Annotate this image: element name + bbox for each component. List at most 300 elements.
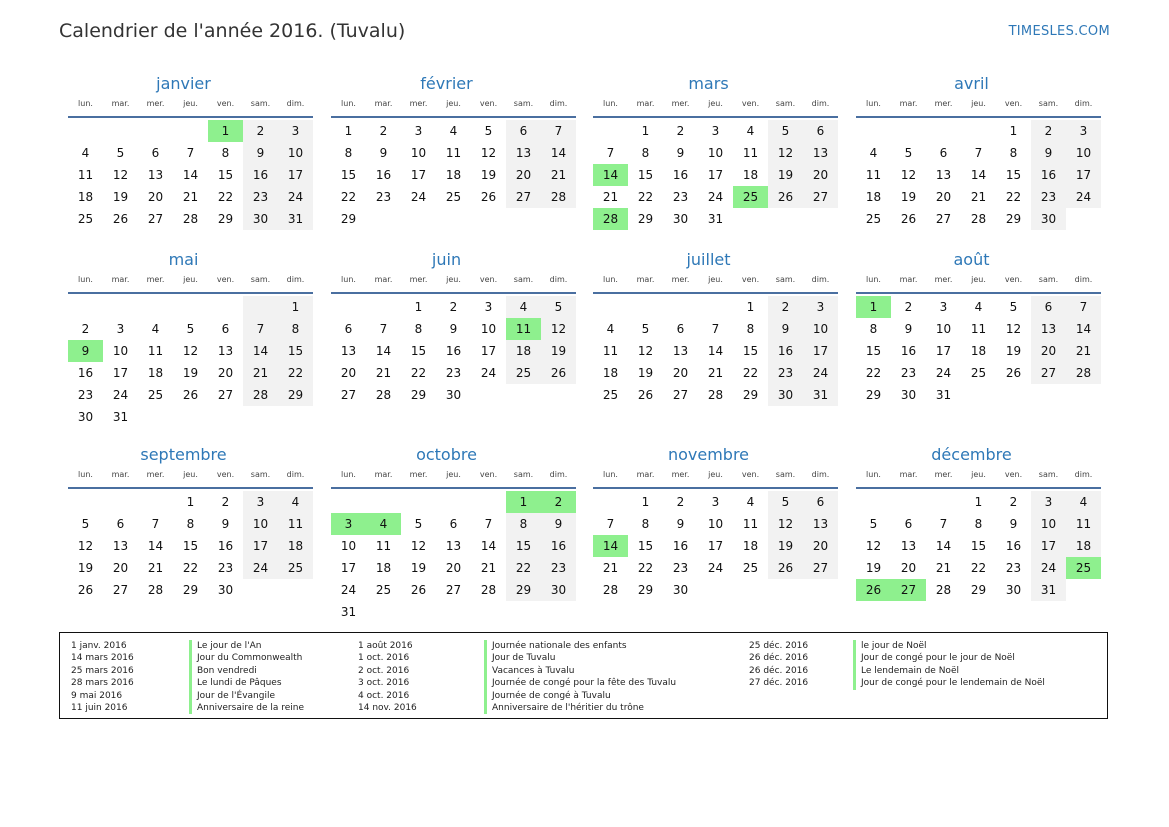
day-cell: 24 bbox=[707, 561, 724, 575]
weekday-label: mer. bbox=[934, 99, 953, 108]
day-cell: 25 bbox=[602, 388, 619, 402]
week-row bbox=[856, 513, 1101, 535]
day-cell: 4 bbox=[151, 322, 160, 336]
day-cell: 24 bbox=[480, 366, 497, 380]
legend-item bbox=[71, 677, 304, 689]
weekday-label: lun. bbox=[603, 275, 618, 284]
day-cell: 7 bbox=[243, 318, 278, 340]
legend-item bbox=[749, 665, 1045, 677]
month-name: mars bbox=[688, 74, 729, 93]
day-cell: 5 bbox=[116, 146, 125, 160]
day-cell: 4 bbox=[606, 322, 615, 336]
day-cell: 5 bbox=[768, 491, 803, 513]
week-row bbox=[856, 120, 1101, 142]
weekday-label: jeu. bbox=[708, 99, 723, 108]
day-cell: 22 bbox=[742, 366, 759, 380]
week-row bbox=[331, 186, 576, 208]
weekday-label: dim. bbox=[811, 470, 830, 479]
day-cell: 6 bbox=[221, 322, 230, 336]
day-cell: 19 bbox=[1005, 344, 1022, 358]
day-cell: 5 bbox=[904, 146, 913, 160]
empty-cell bbox=[593, 296, 628, 318]
holiday-date: 3 oct. 2016 bbox=[358, 678, 410, 689]
day-cell: 25 bbox=[278, 557, 313, 579]
day-cell: 24 bbox=[278, 186, 313, 208]
week-row bbox=[593, 296, 838, 318]
holiday-date: 1 août 2016 bbox=[358, 641, 413, 651]
month-name: mai bbox=[168, 250, 199, 269]
week-row bbox=[331, 208, 576, 230]
day-cell: 21 bbox=[541, 164, 576, 186]
day-cell: 17 bbox=[243, 535, 278, 557]
week-row bbox=[593, 362, 838, 384]
weekday-label: dim. bbox=[549, 275, 568, 284]
day-cell: 2 bbox=[676, 495, 685, 509]
empty-cell bbox=[1031, 384, 1066, 406]
weekday-label: ven. bbox=[479, 470, 498, 479]
week-row bbox=[593, 384, 838, 406]
weekday-label: ven. bbox=[741, 99, 760, 108]
week-row bbox=[593, 535, 838, 557]
empty-cell bbox=[803, 208, 838, 230]
weekday-label: dim. bbox=[1074, 99, 1093, 108]
legend-item bbox=[71, 665, 304, 677]
month-10 bbox=[593, 445, 838, 601]
day-cell: 24 bbox=[935, 366, 952, 380]
day-cell: 31 bbox=[340, 605, 357, 619]
week-row bbox=[856, 164, 1101, 186]
weekday-label: mar. bbox=[636, 99, 655, 108]
day-cell: 9 bbox=[68, 340, 103, 362]
legend-column bbox=[71, 640, 304, 714]
week-row bbox=[593, 164, 838, 186]
week-row bbox=[331, 362, 576, 384]
day-cell: 30 bbox=[445, 388, 462, 402]
day-cell: 21 bbox=[147, 561, 164, 575]
day-cell: 6 bbox=[449, 517, 458, 531]
day-cell: 1 bbox=[641, 124, 650, 138]
page-title: Calendrier de l'année 2016. (Tuvalu) bbox=[59, 20, 406, 42]
day-cell: 17 bbox=[707, 168, 724, 182]
empty-cell bbox=[103, 120, 138, 142]
day-cell: 3 bbox=[278, 120, 313, 142]
week-row bbox=[68, 491, 313, 513]
header-divider bbox=[331, 487, 576, 489]
day-cell: 27 bbox=[506, 186, 541, 208]
day-cell: 31 bbox=[803, 384, 838, 406]
legend-item bbox=[749, 640, 1045, 652]
day-cell: 1 bbox=[208, 120, 243, 142]
day-cell: 15 bbox=[1005, 168, 1022, 182]
day-cell: 13 bbox=[803, 142, 838, 164]
day-cell: 10 bbox=[935, 322, 952, 336]
day-cell: 20 bbox=[672, 366, 689, 380]
month-8 bbox=[68, 445, 313, 601]
empty-cell bbox=[436, 208, 471, 230]
day-cell: 20 bbox=[217, 366, 234, 380]
day-cell: 16 bbox=[375, 168, 392, 182]
day-cell: 13 bbox=[803, 513, 838, 535]
holiday-name: Jour du Commonwealth bbox=[189, 652, 302, 664]
empty-cell bbox=[243, 579, 278, 601]
weekday-label: mer. bbox=[671, 470, 690, 479]
weekday-label: lun. bbox=[341, 275, 356, 284]
day-cell: 28 bbox=[541, 186, 576, 208]
day-cell: 3 bbox=[711, 495, 720, 509]
weekday-label: sam. bbox=[1038, 275, 1059, 284]
day-cell: 1 bbox=[856, 296, 891, 318]
holiday-date: 9 mai 2016 bbox=[71, 690, 123, 701]
day-cell: 10 bbox=[1066, 142, 1101, 164]
week-row bbox=[68, 186, 313, 208]
day-cell: 19 bbox=[112, 190, 129, 204]
empty-cell bbox=[401, 601, 436, 623]
day-cell: 24 bbox=[243, 557, 278, 579]
weekday-label: ven. bbox=[741, 275, 760, 284]
day-cell: 15 bbox=[278, 340, 313, 362]
day-cell: 30 bbox=[672, 212, 689, 226]
day-cell: 31 bbox=[278, 208, 313, 230]
weekday-header bbox=[331, 100, 576, 114]
empty-cell bbox=[803, 579, 838, 601]
empty-cell bbox=[103, 296, 138, 318]
empty-cell bbox=[891, 120, 926, 142]
holiday-name: Jour de Tuvalu bbox=[484, 652, 555, 664]
weekday-label: lun. bbox=[603, 99, 618, 108]
day-cell: 20 bbox=[935, 190, 952, 204]
week-row bbox=[856, 142, 1101, 164]
day-cell: 8 bbox=[278, 318, 313, 340]
day-cell: 30 bbox=[217, 583, 234, 597]
day-cell: 27 bbox=[891, 579, 926, 601]
week-row bbox=[856, 296, 1101, 318]
day-cell: 7 bbox=[606, 517, 615, 531]
holiday-name: Jour de l'Évangile bbox=[189, 690, 275, 702]
day-cell: 30 bbox=[77, 410, 94, 424]
holiday-name: Le lendemain de Noël bbox=[853, 665, 959, 677]
day-cell: 13 bbox=[672, 344, 689, 358]
empty-cell bbox=[278, 579, 313, 601]
day-cell: 30 bbox=[672, 583, 689, 597]
day-cell: 9 bbox=[1031, 142, 1066, 164]
day-cell: 25 bbox=[77, 212, 94, 226]
day-cell: 4 bbox=[81, 146, 90, 160]
week-row bbox=[856, 362, 1101, 384]
empty-cell bbox=[593, 120, 628, 142]
empty-cell bbox=[926, 491, 961, 513]
month-4 bbox=[68, 250, 313, 428]
day-cell: 22 bbox=[217, 190, 234, 204]
weekday-label: ven. bbox=[1004, 470, 1023, 479]
empty-cell bbox=[68, 296, 103, 318]
day-cell: 10 bbox=[410, 146, 427, 160]
day-cell: 24 bbox=[707, 190, 724, 204]
day-cell: 6 bbox=[803, 120, 838, 142]
holiday-name: Journée de congé à Tuvalu bbox=[484, 690, 611, 702]
day-cell: 10 bbox=[707, 517, 724, 531]
day-cell: 6 bbox=[904, 517, 913, 531]
month-name: janvier bbox=[156, 74, 211, 93]
day-cell: 9 bbox=[541, 513, 576, 535]
day-cell: 11 bbox=[375, 539, 392, 553]
day-cell: 11 bbox=[602, 344, 619, 358]
week-row bbox=[856, 340, 1101, 362]
day-cell: 17 bbox=[278, 164, 313, 186]
weekday-label: jeu. bbox=[183, 275, 198, 284]
weekday-label: mer. bbox=[409, 275, 428, 284]
day-cell: 26 bbox=[768, 186, 803, 208]
holiday-name: Journée nationale des enfants bbox=[484, 640, 627, 652]
legend-item bbox=[358, 652, 676, 664]
day-cell: 1 bbox=[186, 495, 195, 509]
empty-cell bbox=[138, 406, 173, 428]
week-row bbox=[331, 120, 576, 142]
day-cell: 8 bbox=[641, 517, 650, 531]
legend-item bbox=[358, 702, 676, 714]
week-row bbox=[68, 362, 313, 384]
day-cell: 24 bbox=[340, 583, 357, 597]
day-cell: 23 bbox=[375, 190, 392, 204]
day-cell: 14 bbox=[182, 168, 199, 182]
day-cell: 29 bbox=[278, 384, 313, 406]
day-cell: 23 bbox=[77, 388, 94, 402]
holiday-date: 26 déc. 2016 bbox=[749, 653, 809, 664]
day-cell: 16 bbox=[768, 340, 803, 362]
day-cell: 15 bbox=[970, 539, 987, 553]
day-cell: 19 bbox=[182, 366, 199, 380]
weekday-label: lun. bbox=[866, 470, 881, 479]
holiday-name: Le lundi de Pâques bbox=[189, 677, 282, 689]
weekday-label: sam. bbox=[775, 275, 796, 284]
day-cell: 20 bbox=[340, 366, 357, 380]
day-cell: 26 bbox=[637, 388, 654, 402]
weekday-label: mer. bbox=[934, 470, 953, 479]
weekday-label: sam. bbox=[775, 470, 796, 479]
day-cell: 7 bbox=[606, 146, 615, 160]
day-cell: 11 bbox=[506, 318, 541, 340]
weekday-header bbox=[68, 471, 313, 485]
week-row bbox=[593, 186, 838, 208]
day-cell: 13 bbox=[147, 168, 164, 182]
day-cell: 7 bbox=[711, 322, 720, 336]
weekday-header bbox=[331, 471, 576, 485]
empty-cell bbox=[173, 296, 208, 318]
day-cell: 21 bbox=[707, 366, 724, 380]
month-name: juillet bbox=[686, 250, 731, 269]
day-cell: 12 bbox=[1005, 322, 1022, 336]
day-cell: 22 bbox=[637, 561, 654, 575]
day-cell: 25 bbox=[506, 362, 541, 384]
week-row bbox=[331, 142, 576, 164]
day-cell: 12 bbox=[768, 513, 803, 535]
month-3 bbox=[856, 74, 1101, 230]
day-cell: 17 bbox=[935, 344, 952, 358]
week-row bbox=[856, 186, 1101, 208]
weekday-label: lun. bbox=[866, 275, 881, 284]
day-cell: 16 bbox=[541, 535, 576, 557]
day-cell: 2 bbox=[676, 124, 685, 138]
day-cell: 13 bbox=[445, 539, 462, 553]
day-cell: 29 bbox=[1005, 212, 1022, 226]
day-cell: 21 bbox=[970, 190, 987, 204]
weekday-label: mer. bbox=[671, 99, 690, 108]
day-cell: 9 bbox=[904, 322, 913, 336]
weekday-label: sam. bbox=[775, 99, 796, 108]
day-cell: 10 bbox=[803, 318, 838, 340]
weekday-label: jeu. bbox=[971, 99, 986, 108]
empty-cell bbox=[471, 491, 506, 513]
day-cell: 2 bbox=[243, 120, 278, 142]
weekday-label: mar. bbox=[111, 470, 130, 479]
day-cell: 1 bbox=[974, 495, 983, 509]
week-row bbox=[856, 557, 1101, 579]
day-cell: 18 bbox=[375, 561, 392, 575]
day-cell: 15 bbox=[637, 539, 654, 553]
holiday-date: 26 déc. 2016 bbox=[749, 665, 809, 676]
day-cell: 17 bbox=[1066, 164, 1101, 186]
day-cell: 2 bbox=[1009, 495, 1018, 509]
day-cell: 30 bbox=[541, 579, 576, 601]
day-cell: 6 bbox=[116, 517, 125, 531]
day-cell: 27 bbox=[672, 388, 689, 402]
day-cell: 12 bbox=[480, 146, 497, 160]
day-cell: 25 bbox=[445, 190, 462, 204]
weekday-label: mar. bbox=[374, 275, 393, 284]
day-cell: 5 bbox=[414, 517, 423, 531]
empty-cell bbox=[243, 296, 278, 318]
day-cell: 20 bbox=[803, 535, 838, 557]
day-cell: 17 bbox=[340, 561, 357, 575]
empty-cell bbox=[1066, 384, 1101, 406]
day-cell: 24 bbox=[803, 362, 838, 384]
day-cell: 24 bbox=[1031, 557, 1066, 579]
day-cell: 1 bbox=[278, 296, 313, 318]
weekday-label: mar. bbox=[374, 470, 393, 479]
weekday-header bbox=[331, 276, 576, 290]
week-row bbox=[856, 384, 1101, 406]
day-cell: 9 bbox=[768, 318, 803, 340]
weekday-header bbox=[856, 471, 1101, 485]
day-cell: 18 bbox=[1066, 535, 1101, 557]
brand-link[interactable]: TIMESLES.COM bbox=[1008, 24, 1110, 39]
weekday-label: mar. bbox=[374, 99, 393, 108]
weekday-label: dim. bbox=[811, 99, 830, 108]
header-divider bbox=[331, 292, 576, 294]
week-row bbox=[331, 340, 576, 362]
day-cell: 14 bbox=[935, 539, 952, 553]
week-row bbox=[331, 601, 576, 623]
day-cell: 21 bbox=[602, 190, 619, 204]
day-cell: 6 bbox=[939, 146, 948, 160]
day-cell: 15 bbox=[340, 168, 357, 182]
day-cell: 30 bbox=[1005, 583, 1022, 597]
day-cell: 19 bbox=[865, 561, 882, 575]
month-name: septembre bbox=[140, 445, 227, 464]
day-cell: 26 bbox=[768, 557, 803, 579]
weekday-label: lun. bbox=[78, 275, 93, 284]
empty-cell bbox=[138, 491, 173, 513]
day-cell: 27 bbox=[112, 583, 129, 597]
holiday-name: Jour de congé pour le lendemain de Noël bbox=[853, 677, 1045, 689]
day-cell: 26 bbox=[77, 583, 94, 597]
day-cell: 27 bbox=[147, 212, 164, 226]
day-cell: 16 bbox=[1005, 539, 1022, 553]
day-cell: 18 bbox=[865, 190, 882, 204]
week-row bbox=[331, 513, 576, 535]
day-cell: 24 bbox=[410, 190, 427, 204]
day-cell: 21 bbox=[375, 366, 392, 380]
day-cell: 28 bbox=[1066, 362, 1101, 384]
day-cell: 19 bbox=[637, 366, 654, 380]
day-cell: 7 bbox=[484, 517, 493, 531]
day-cell: 13 bbox=[900, 539, 917, 553]
weekday-label: ven. bbox=[1004, 99, 1023, 108]
week-row bbox=[593, 208, 838, 230]
day-cell: 19 bbox=[410, 561, 427, 575]
day-cell: 11 bbox=[742, 517, 759, 531]
day-cell: 20 bbox=[900, 561, 917, 575]
day-cell: 16 bbox=[243, 164, 278, 186]
day-cell: 8 bbox=[186, 517, 195, 531]
day-cell: 16 bbox=[900, 344, 917, 358]
weekday-label: sam. bbox=[250, 470, 271, 479]
day-cell: 23 bbox=[217, 561, 234, 575]
day-cell: 22 bbox=[340, 190, 357, 204]
day-cell: 21 bbox=[602, 561, 619, 575]
empty-cell bbox=[768, 208, 803, 230]
weekday-label: mer. bbox=[146, 99, 165, 108]
legend-item bbox=[358, 640, 676, 652]
day-cell: 10 bbox=[340, 539, 357, 553]
holiday-date: 27 déc. 2016 bbox=[749, 678, 809, 689]
day-cell: 28 bbox=[707, 388, 724, 402]
weekday-label: ven. bbox=[1004, 275, 1023, 284]
header-divider bbox=[856, 487, 1101, 489]
day-cell: 17 bbox=[480, 344, 497, 358]
day-cell: 1 bbox=[344, 124, 353, 138]
empty-cell bbox=[208, 296, 243, 318]
holiday-name: Journée de congé pour la fête des Tuvalu bbox=[484, 677, 676, 689]
empty-cell bbox=[366, 491, 401, 513]
month-name: octobre bbox=[416, 445, 477, 464]
day-cell: 2 bbox=[1031, 120, 1066, 142]
empty-cell bbox=[278, 406, 313, 428]
weekday-label: dim. bbox=[811, 275, 830, 284]
week-row bbox=[856, 208, 1101, 230]
day-cell: 18 bbox=[77, 190, 94, 204]
day-cell: 29 bbox=[217, 212, 234, 226]
day-cell: 29 bbox=[182, 583, 199, 597]
holiday-date: 11 juin 2016 bbox=[71, 702, 128, 713]
empty-cell bbox=[593, 491, 628, 513]
day-cell: 25 bbox=[742, 561, 759, 575]
day-cell: 5 bbox=[484, 124, 493, 138]
day-cell: 8 bbox=[344, 146, 353, 160]
day-cell: 8 bbox=[974, 517, 983, 531]
empty-cell bbox=[628, 296, 663, 318]
day-cell: 7 bbox=[151, 517, 160, 531]
day-cell: 11 bbox=[147, 344, 164, 358]
day-cell: 5 bbox=[81, 517, 90, 531]
day-cell: 23 bbox=[243, 186, 278, 208]
day-cell: 28 bbox=[480, 583, 497, 597]
day-cell: 18 bbox=[445, 168, 462, 182]
day-cell: 5 bbox=[186, 322, 195, 336]
weekday-label: jeu. bbox=[446, 99, 461, 108]
weekday-label: mer. bbox=[146, 275, 165, 284]
day-cell: 7 bbox=[1066, 296, 1101, 318]
day-cell: 26 bbox=[541, 362, 576, 384]
